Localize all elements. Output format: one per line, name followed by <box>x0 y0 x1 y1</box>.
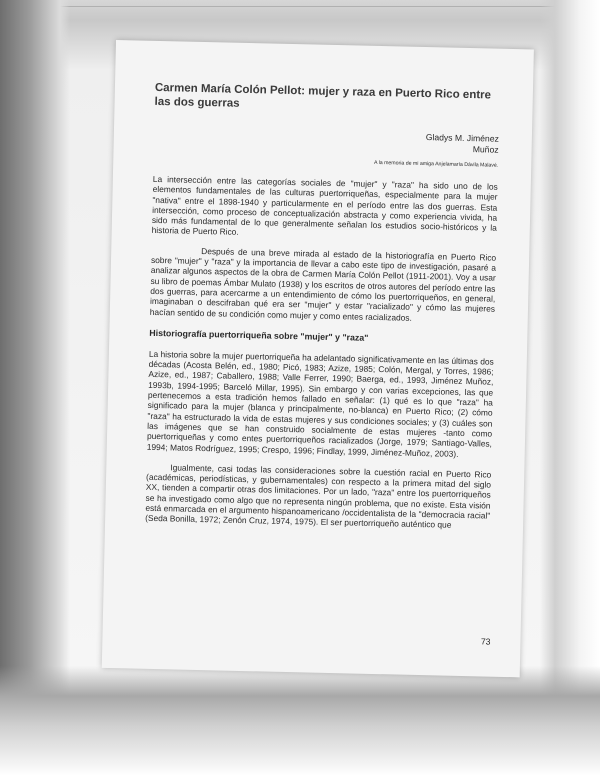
paragraph-2: Después de una breve mirada al estado de la historiografía en Puerto Rico sobre "mujer" y "raza" y la importancia de llevar a cabo este tipo de investigación, pasaré a analizar algunos aspectos de la obra de Carmen María Colón Pellot (1911-2001). Voy a usar su libro de poemas Ámbar Mulato (1938) y los escritos de otros autores del período entre las dos guerras, para acercarme a un entendimiento de cómo los puertorriqueños, en general, imaginaban o descifraban qué era ser "mujer" y estar "racializado" y cómo las mujeres hacían sentido de su condición como mujer y como entes racializados. <box>149 245 497 323</box>
page-content <box>145 81 500 531</box>
section-heading: Historiografía puertorriqueña sobre "mujer" y "raza" <box>149 327 369 343</box>
author-name: Gladys M. Jiménez <box>425 132 499 144</box>
bottom-shadow <box>0 666 600 776</box>
binding-shadow <box>0 0 70 776</box>
paragraph-3: La historia sobre la mujer puertorriqueña ha adelantado significativamente en las últimas dos décadas (Acosta Belén, ed., 1980; Picó, 1983; Azize, 1985; Colón, Mergal, y Torres, 1986; Azize, ed., 1987; Caballero, 1988; Valle Ferrer, 1990; Baerga, ed., 1993, Jiménez Muñoz, 1993b, 1994-1995; Barceló Millar, 1995). Sin embargo y con varias excepciones, las que pertenecemos a esta tradición hemos fallado en señalar: (1) qué es lo que "raza" ha significado para la mujer (blanca y principalmente, no-blanca) en Puerto Rico; (2) cómo "raza" ha estructurado la vida de estas mujeres y sus condiciones sociales; y (3) cuáles son las imágenes que se han construido socialmente de estas mujeres -tanto como puertorriqueñas y como entes puertorriqueños racializados (Jorge, 1979; Santiago-Valles, 1994; Matos Rodríguez, 1995; Crespo, 1996; Findlay, 1999, Jiménez-Muñoz, 2003). <box>146 348 494 459</box>
article-title: Carmen María Colón Pellot: mujer y raza en Puerto Rico entre las dos guerras <box>154 81 492 110</box>
right-edge-shadow <box>540 0 600 776</box>
author-block <box>154 126 499 156</box>
author-surname: Muñoz <box>472 144 499 155</box>
paragraph-1: La intersección entre las categorías sociales de "mujer" y "raza" ha sido uno de los elementos fundamentales de las culturas puertorriqueñas, especialmente para la mujer "nativa" entre el 1898-1940 y particularmente en el período entre las dos guerras. Esta intersección, como proceso de conceptualización abstracta y como experiencia vivida, ha sido más fundamental de lo que generalmente señalan los estudios socio-históricos y la historia de Puerto Rico. <box>151 173 498 238</box>
scan-edge-line <box>0 6 600 7</box>
dedication: A la memoria de mi amiga Anjelamaría Dávila Malavé. <box>373 159 499 169</box>
page-number: 73 <box>480 636 491 647</box>
paragraph-4: Igualmente, casi todas las consideraciones sobre la cuestión racial en Puerto Rico (académicas, periodísticas, y gubernamentales) con respecto a la primera mitad del siglo XX, tienden a compartir otras dos limitaciones. Por un lado, "raza" entre los puertorriqueños se ha investigado como algo que no representa ningún problema, que no existe. Esta visión está enmarcada en el argumento hispanoamericano /occidentalista de la "democracia racial" (Seda Bonilla, 1972; Zenón Cruz, 1974, 1975). El ser puertorriqueño auténtico que <box>145 462 492 531</box>
book-page <box>102 40 534 677</box>
